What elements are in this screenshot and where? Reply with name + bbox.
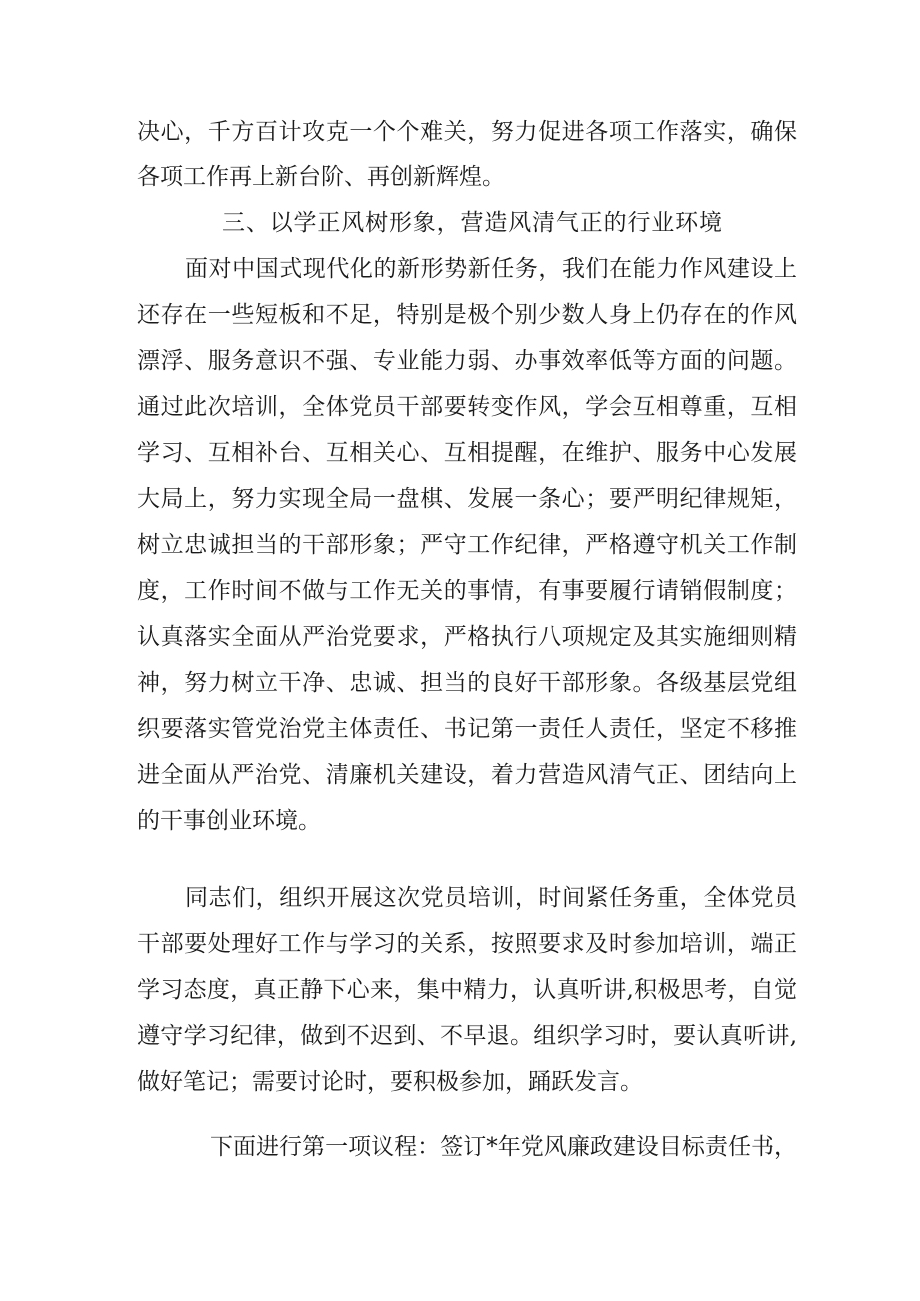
text-line: 大局上，努力实现全局一盘棋、发展一条心；要严明纪律规矩， [137,486,797,512]
text-line: 的干事创业环境。 [137,808,321,834]
text-line: 下面进行第一项议程：签订*年党风廉政建设目标责任书， [210,1134,797,1160]
text-line: 认真落实全面从严治党要求，严格执行八项规定及其实施细则精 [137,624,797,650]
text-line: 进全面从严治党、清廉机关建设，着力营造风清气正、团结向上 [137,762,797,788]
text-line: 决心，千方百计攻克一个个难关，努力促进各项工作落实，确保 [137,119,797,145]
text-line: 各项工作再上新台阶、再创新辉煌。 [137,164,505,190]
text-line: 织要落实管党治党主体责任、书记第一责任人责任，坚定不移推 [137,716,797,742]
text-line: 树立忠诚担当的干部形象；严守工作纪律，严格遵守机关工作制 [137,532,797,558]
section-heading: 三、以学正风树形象，营造风清气正的行业环境 [222,210,722,236]
text-line: 干部要处理好工作与学习的关系，按照要求及时参加培训，端正 [137,931,797,957]
text-line: 遵守学习纪律，做到不迟到、不早退。组织学习时，要认真听讲, [137,1023,797,1049]
text-line: 同志们，组织开展这次党员培训，时间紧任务重，全体党员 [185,885,797,911]
text-line: 面对中国式现代化的新形势新任务，我们在能力作风建设上 [185,256,797,282]
text-line: 还存在一些短板和不足，特别是极个别少数人身上仍存在的作风 [137,302,797,328]
text-line: 漂浮、服务意识不强、专业能力弱、办事效率低等方面的问题。 [137,348,797,374]
text-line: 学习、互相补台、互相关心、互相提醒，在维护、服务中心发展 [137,440,797,466]
text-line: 做好笔记；需要讨论时，要积极参加，踊跃发言。 [137,1069,643,1095]
text-line: 通过此次培训，全体党员干部要转变作风，学会互相尊重，互相 [137,394,797,420]
text-line: 学习态度，真正静下心来，集中精力，认真听讲,积极思考，自觉 [137,977,797,1003]
text-line: 度，工作时间不做与工作无关的事情，有事要履行请销假制度； [137,578,797,604]
text-line: 神，努力树立干净、忠诚、担当的良好干部形象。各级基层党组 [137,670,797,696]
